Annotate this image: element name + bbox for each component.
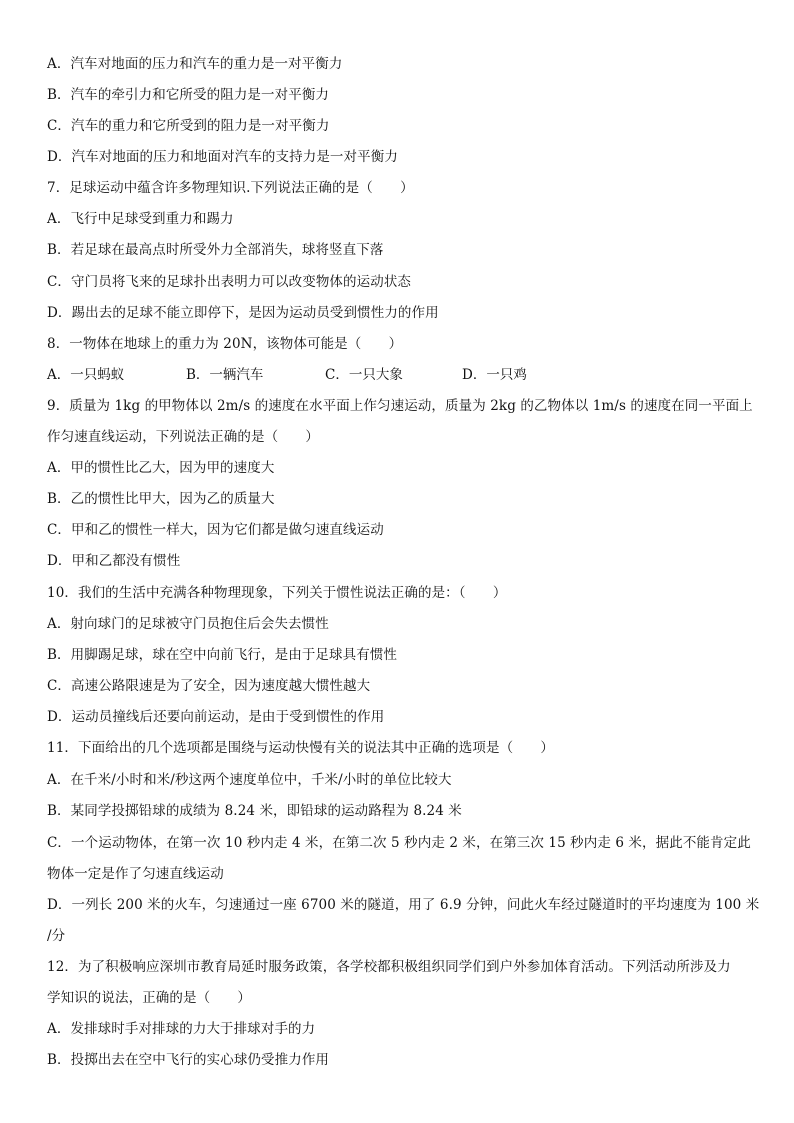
text-line: D．汽车对地面的压力和地面对汽车的支持力是一对平衡力	[47, 149, 398, 165]
text-line: /分	[47, 928, 66, 944]
option-b: B．一辆汽车	[186, 367, 264, 383]
text-line: 物体一定是作了匀速直线运动	[47, 866, 224, 882]
text-line: D．一列长 200 米的火车，匀速通过一座 6700 米的隧道，用了 6.9 分钟，问此火车经过隧道时的平均速度为 100 米	[47, 897, 760, 913]
text-line: A．在千米/小时和米/秒这两个速度单位中，千米/小时的单位比较大	[47, 772, 452, 788]
question-8-stem: 8．一物体在地球上的重力为 20N，该物体可能是（ ）	[47, 336, 403, 352]
question-9-stem: 9．质量为 1kg 的甲物体以 2m/s 的速度在水平面上作匀速运动，质量为 2kg 的乙物体以 1m/s 的速度在同一平面上	[47, 398, 753, 414]
text-line: 作匀速直线运动，下列说法正确的是（ ）	[47, 429, 319, 445]
text-line: C．甲和乙的惯性一样大，因为它们都是做匀速直线运动	[47, 522, 384, 538]
text-line: B．用脚踢足球，球在空中向前飞行，是由于足球具有惯性	[47, 647, 398, 663]
question-12-stem: 12．为了积极响应深圳市教育局延时服务政策，各学校都积极组织同学们到户外参加体育活动。下列活动所涉及力	[47, 959, 731, 975]
text-line: D．运动员撞线后还要向前运动，是由于受到惯性的作用	[47, 709, 385, 725]
text-line: B．汽车的牵引力和它所受的阻力是一对平衡力	[47, 87, 330, 103]
text-line: B．若足球在最高点时所受外力全部消失，球将竖直下落	[47, 242, 384, 258]
text-line: A．射向球门的足球被守门员抱住后会失去惯性	[47, 616, 329, 632]
question-11-stem: 11．下面给出的几个选项都是围绕与运动快慢有关的说法其中正确的选项是（ ）	[47, 740, 554, 756]
text-line: A．发排球时手对排球的力大于排球对手的力	[47, 1021, 316, 1037]
text-line: D．甲和乙都没有惯性	[47, 553, 181, 569]
text-line: C．一个运动物体，在第一次 10 秒内走 4 米，在第二次 5 秒内走 2 米，在第三次 15 秒内走 6 米，据此不能肯定此	[47, 835, 751, 851]
text-line: 学知识的说法，正确的是（ ）	[47, 990, 251, 1006]
text-line: A．甲的惯性比乙大，因为甲的速度大	[47, 460, 275, 476]
question-7-stem: 7．足球运动中蕴含许多物理知识.下列说法正确的是（ ）	[47, 180, 414, 196]
text-line: C．高速公路限速是为了安全，因为速度越大惯性越大	[47, 678, 371, 694]
option-d: D．一只鸡	[462, 367, 527, 383]
text-line: D．踢出去的足球不能立即停下，是因为运动员受到惯性力的作用	[47, 305, 439, 321]
text-line: A．汽车对地面的压力和汽车的重力是一对平衡力	[47, 56, 343, 72]
text-line: A．飞行中足球受到重力和踢力	[47, 211, 234, 227]
option-c: C．一只大象	[325, 367, 403, 383]
option-a: A．一只蚂蚁	[47, 367, 125, 383]
text-line: C．汽车的重力和它所受到的阻力是一对平衡力	[47, 118, 330, 134]
text-line: B．乙的惯性比甲大，因为乙的质量大	[47, 491, 275, 507]
text-line: C．守门员将飞来的足球扑出表明力可以改变物体的运动状态	[47, 274, 412, 290]
text-line: B．投掷出去在空中飞行的实心球仍受推力作用	[47, 1052, 330, 1068]
text-line: B．某同学投掷铅球的成绩为 8.24 米，即铅球的运动路程为 8.24 米	[47, 803, 462, 819]
question-10-stem: 10．我们的生活中充满各种物理现象，下列关于惯性说法正确的是：（ ）	[47, 585, 507, 601]
